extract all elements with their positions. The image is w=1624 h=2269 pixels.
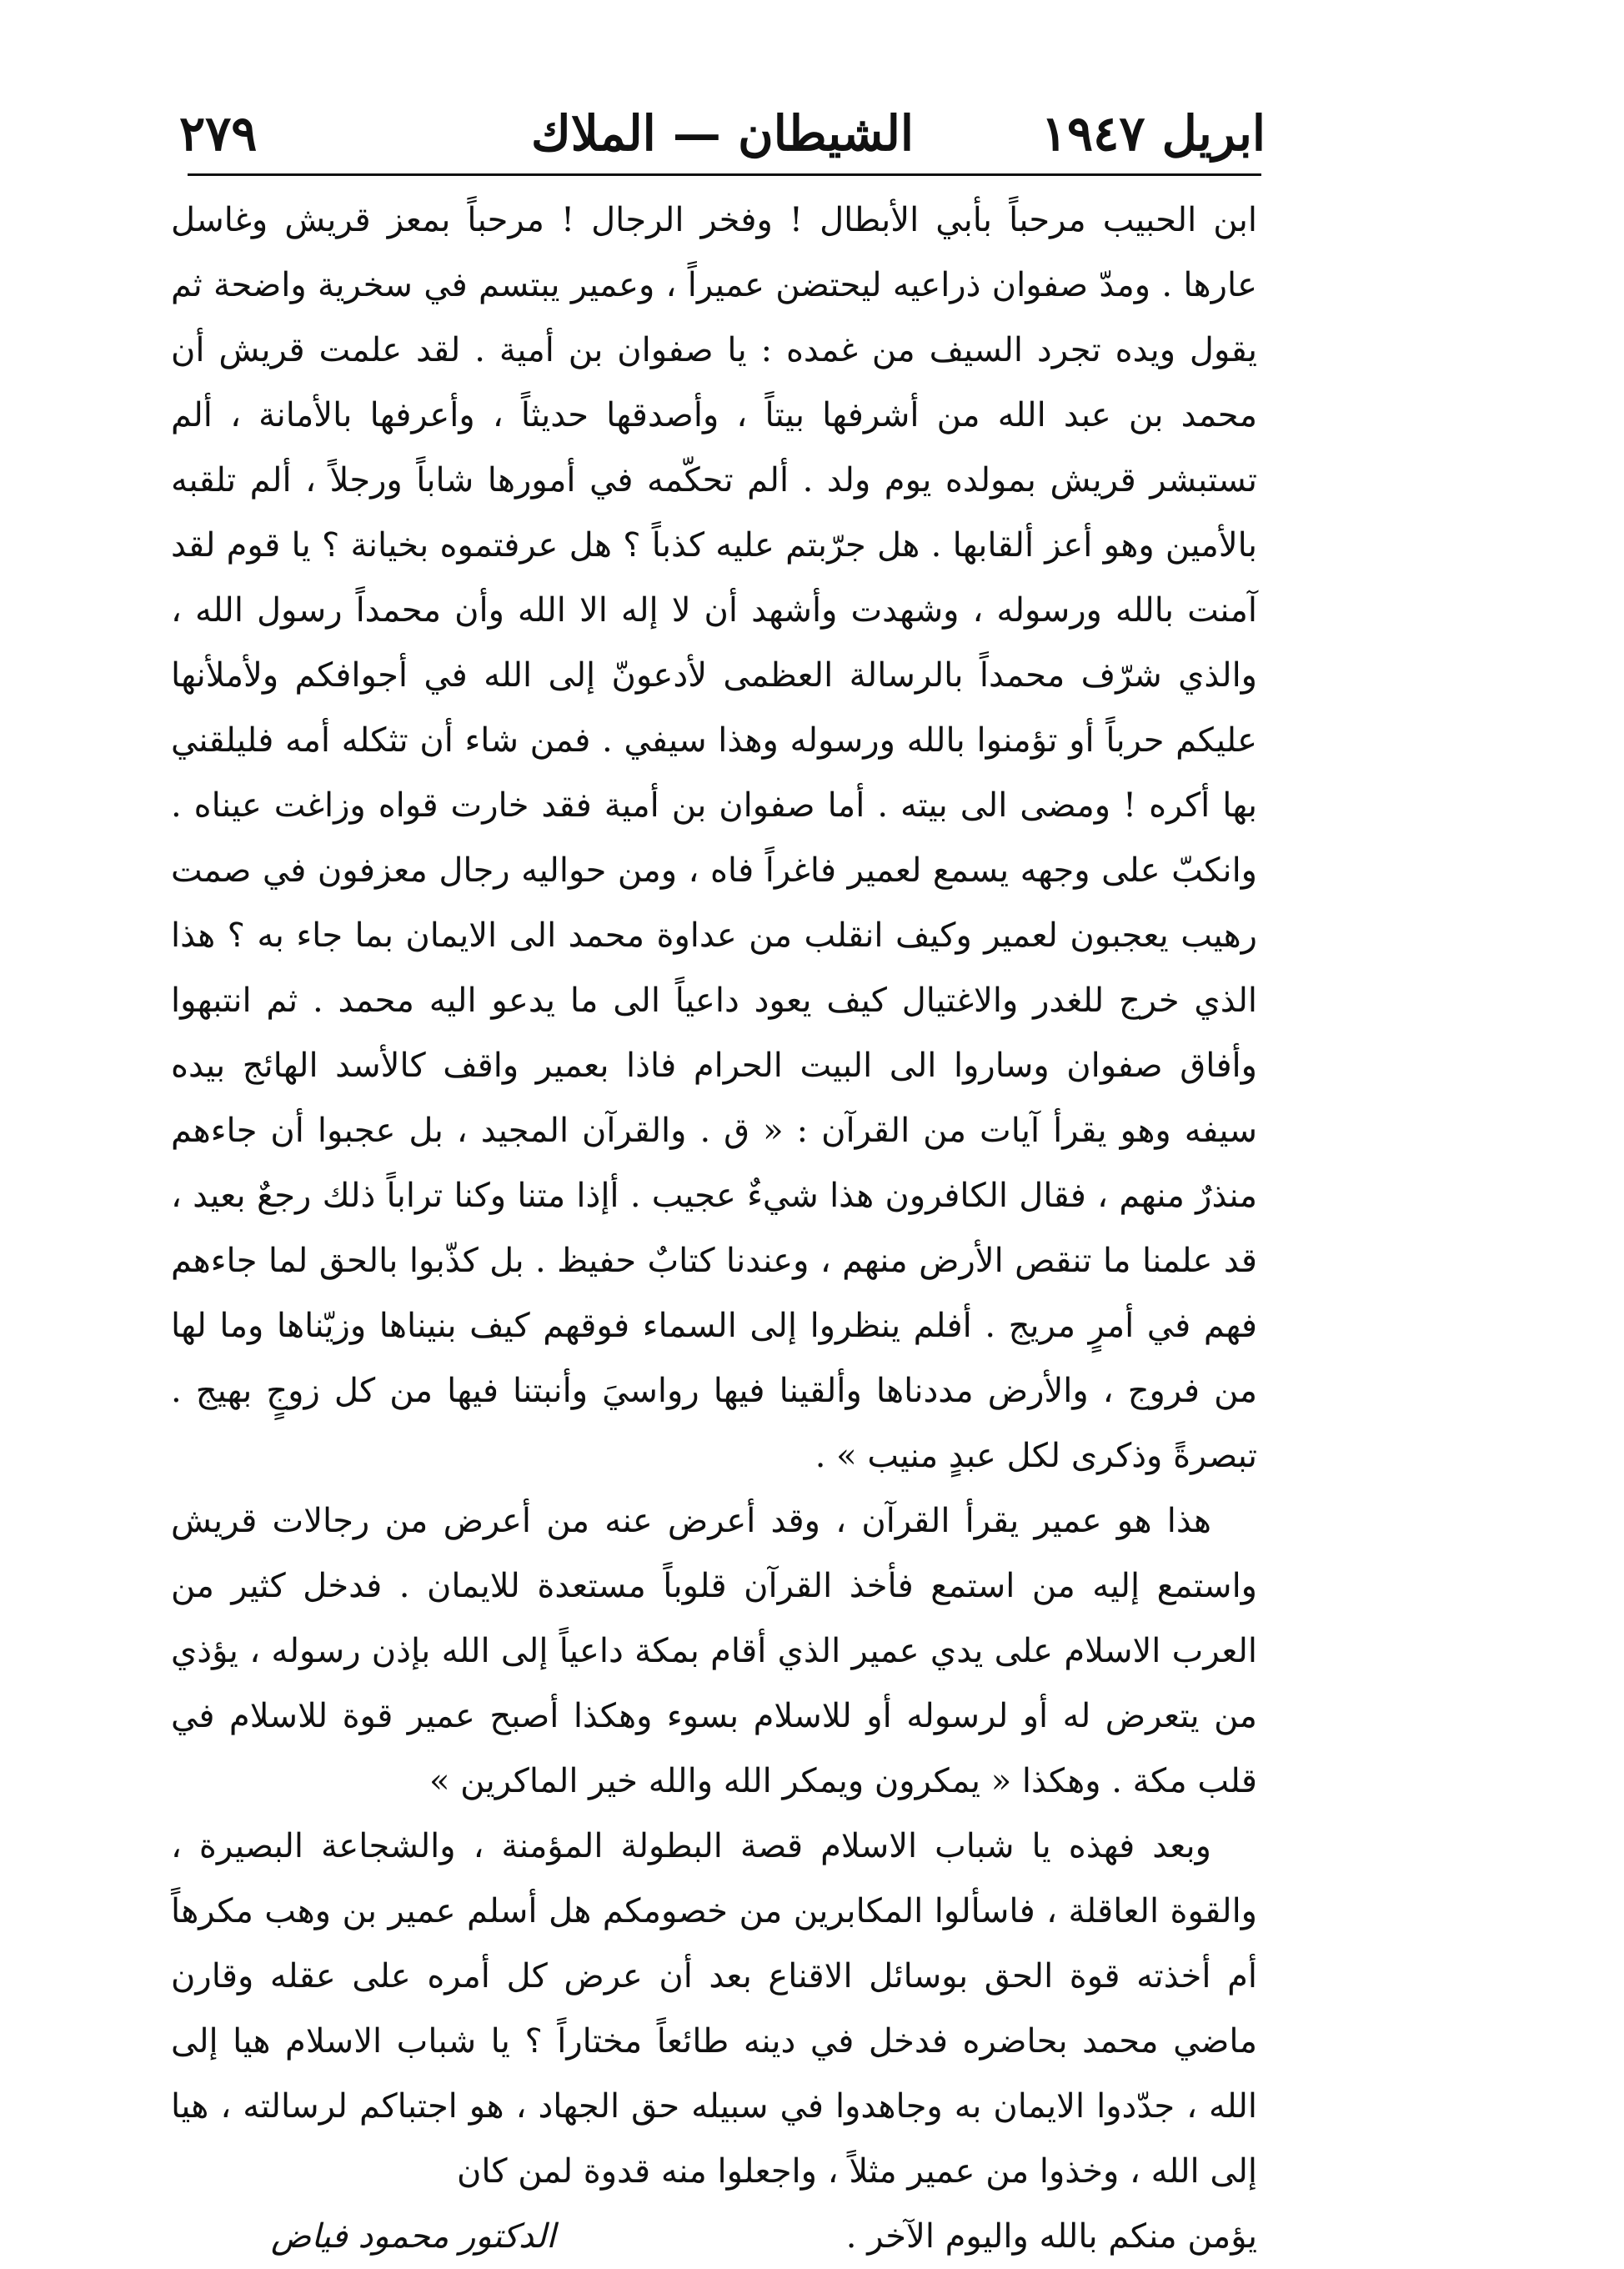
- header-rule: [188, 173, 1261, 176]
- running-header: [179, 98, 1266, 168]
- header-date: ابريل ١٩٤٧: [1040, 105, 1266, 162]
- closing-row: [171, 2204, 1257, 2269]
- paragraph-1: ابن الحبيب مرحباً بأبي الأبطال ! وفخر الرجال ! مرحباً بمعز قريش وغاسل عارها . ومدّ صفوان ذراعيه ليحتضن عميراً ، وعمير يبتسم في سخرية واضحة ثم يقول ويده تجرد السيف من غمده : يا صفوان بن أمية . لقد علمت قريش أن محمد بن عبد الله من أشرفها بيتاً ، وأصدقها حديثاً ، وأعرفها بالأمانة ، ألم تستبشر قريش بمولده يوم ولد . ألم تحكّمه في أمورها شاباً ورجلاً ، ألم تلقبه بالأمين وهو أعز ألقابها . هل جرّبتم عليه كذباً ؟ هل عرفتموه بخيانة ؟ يا قوم لقد آمنت بالله ورسوله ، وشهدت وأشهد أن لا إله الا الله وأن محمداً رسول الله ، والذي شرّف محمداً بالرسالة العظمى لأدعونّ إلى الله في أجوافكم ولأملأنها عليكم حرباً أو تؤمنوا بالله ورسوله وهذا سيفي . فمن شاء أن تثكله أمه فليلقني بها أكره ! ومضى الى بيته . أما صفوان بن أمية فقد خارت قواه وزاغت عيناه . وانكبّ على وجهه يسمع لعمير فاغراً فاه ، ومن حواليه رجال معزفون في صمت رهيب يعجبون لعمير وكيف انقلب من عداوة محمد الى الايمان بما جاء به ؟ هذا الذي خرج للغدر والاغتيال كيف يعود داعياً الى ما يدعو اليه محمد . ثم انتبهوا وأفاق صفوان وساروا الى البيت الحرام فاذا بعمير واقف كالأسد الهائج بيده سيفه وهو يقرأ آيات من القرآن : « ق . والقرآن المجيد ، بل عجبوا أن جاءهم منذرٌ منهم ، فقال الكافرون هذا شيءٌ عجيب . أإذا متنا وكنا تراباً ذلك رجعٌ بعيد ، قد علمنا ما تنقص الأرض منهم ، وعندنا كتابٌ حفيظ . بل كذّبوا بالحق لما جاءهم فهم في أمرٍ مريج . أفلم ينظروا إلى السماء فوقهم كيف بنيناها وزيّناها وما لها من فروج ، والأرض مددناها وألقينا فيها رواسيَ وأنبتنا فيها من كل زوجٍ بهيج . تبصرةً وذكرى لكل عبدٍ منيب » .: [171, 201, 1258, 1475]
- paragraph-3: وبعد فهذه يا شباب الاسلام قصة البطولة المؤمنة ، والشجاعة البصيرة ، والقوة العاقلة ، فاسألوا المكابرين من خصومكم هل أسلم عمير بن وهب مكرهاً أم أخذته قوة الحق بوسائل الاقناع بعد أن عرض كل أمره على عقله وقارن ماضي محمد بحاضره فدخل في دينه طائعاً مختاراً ؟ يا شباب الاسلام هيا إلى الله ، جدّدوا الايمان به وجاهدوا في سبيله حق الجهاد ، هو اجتباكم لرسالته ، هيا إلى الله ، وخذوا من عمير مثلاً ، واجعلوا منه قدوة لمن كان: [171, 1827, 1257, 2191]
- author-signature: الدكتور محمود فياض: [271, 2217, 556, 2256]
- article-body: [171, 188, 1257, 2269]
- paragraph-2: هذا هو عمير يقرأ القرآن ، وقد أعرض عنه من أعرض من رجالات قريش واستمع إليه من استمع فأخذ القرآن قلوباً مستعدة للايمان . فدخل كثير من العرب الاسلام على يدي عمير الذي أقام بمكة داعياً إلى الله بإذن رسوله ، يؤذي من يتعرض له أو لرسوله أو للاسلام بسوء وهكذا أصبح عمير قوة للاسلام في قلب مكة . وهكذا « يمكرون ويمكر الله والله خير الماكرين »: [171, 1502, 1257, 1800]
- closing-line: يؤمن منكم بالله واليوم الآخر .: [845, 2217, 1257, 2256]
- header-title: الشيطان — الملاك: [531, 105, 914, 162]
- page-number: ٢٧٩: [179, 105, 258, 162]
